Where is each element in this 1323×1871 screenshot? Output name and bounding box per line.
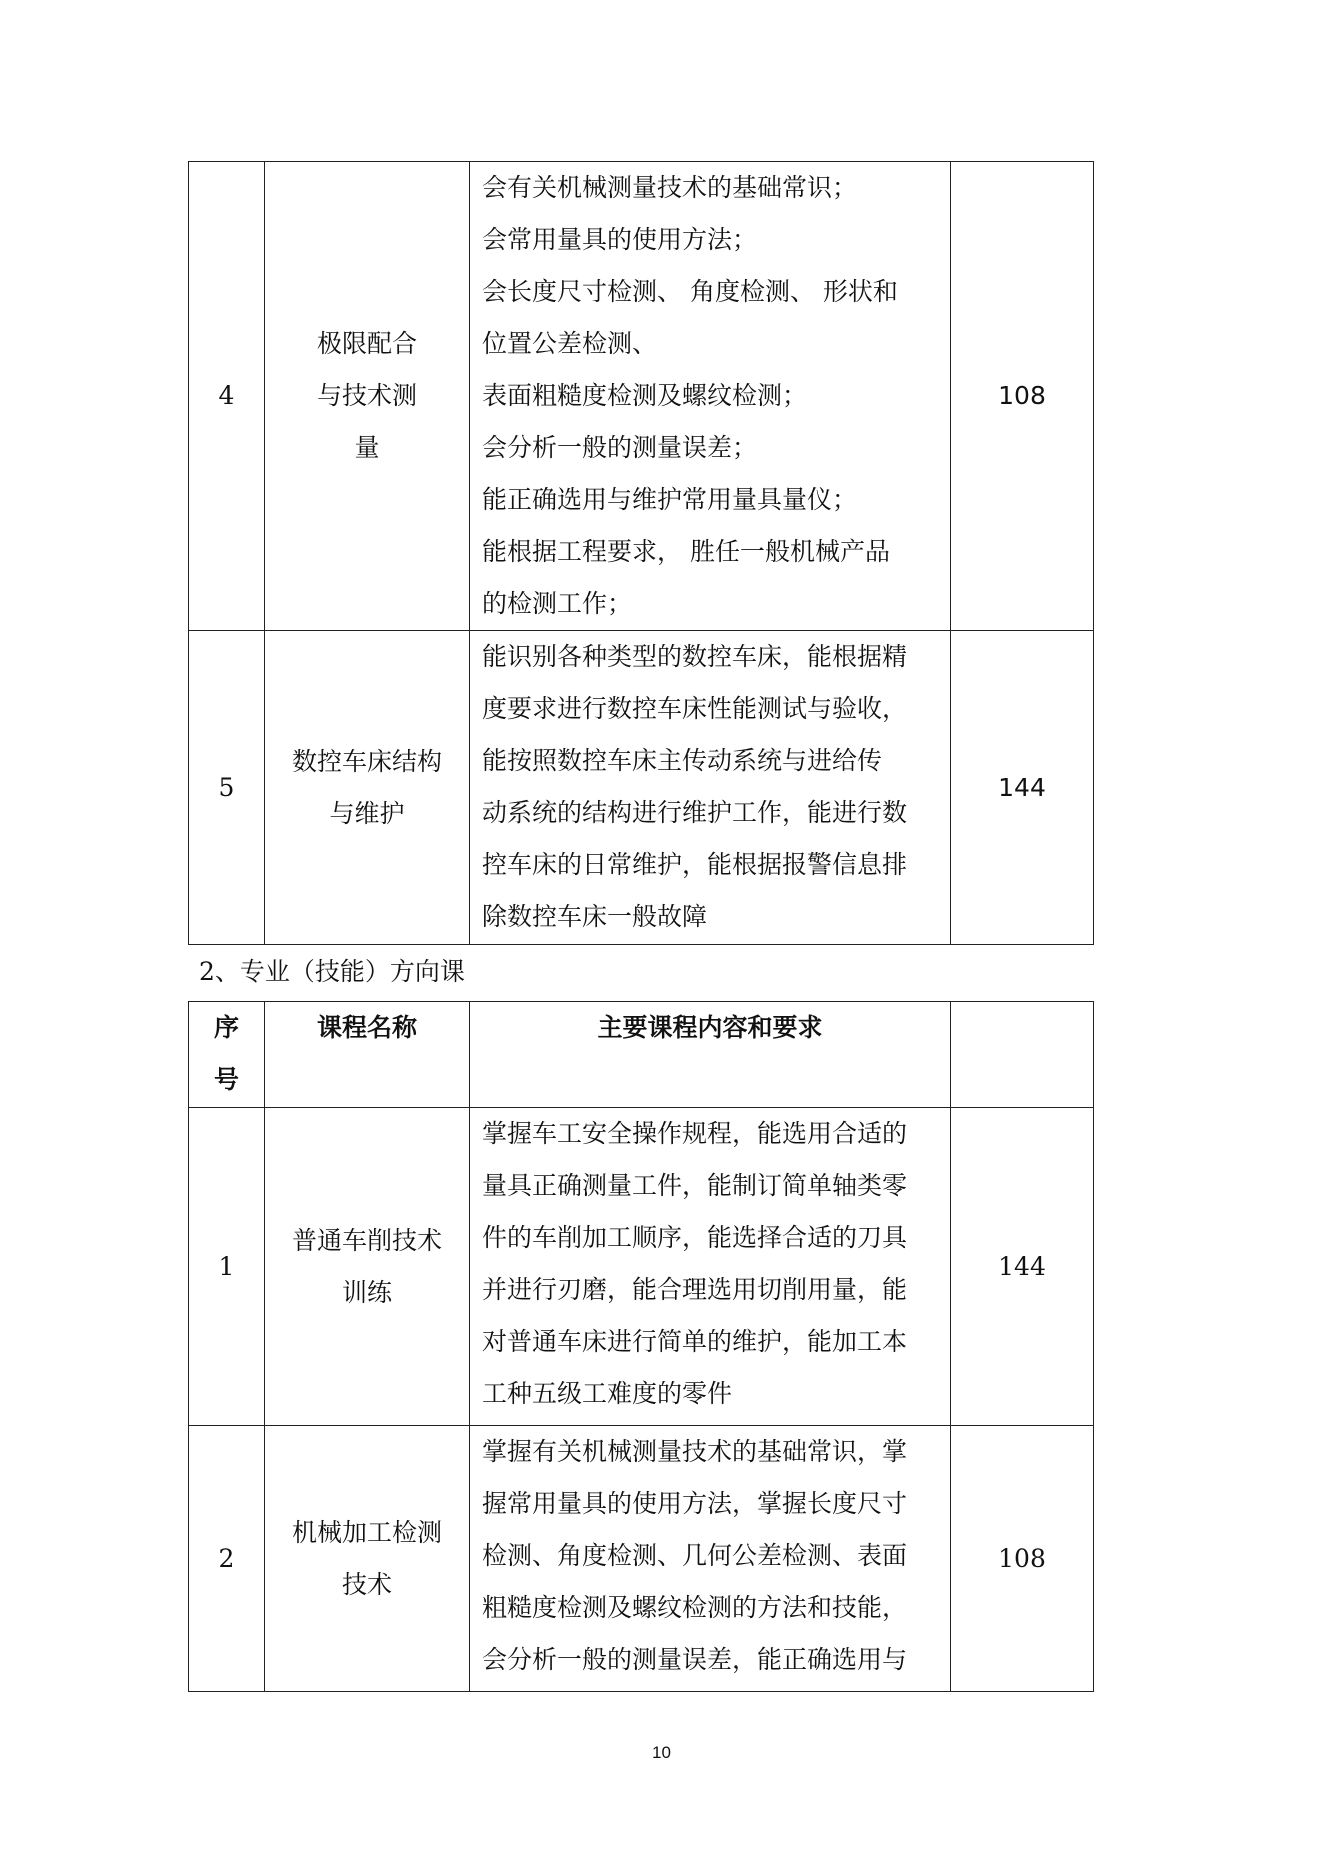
row-number: 4 — [189, 162, 265, 631]
content-line: 握常用量具的使用方法，掌握长度尺寸 — [482, 1489, 908, 1518]
content-line: 对普通车床进行简单的维护，能加工本 — [482, 1327, 908, 1356]
row-number: 5 — [189, 631, 265, 945]
content-line: 粗糙度检测及螺纹检测的方法和技能， — [482, 1593, 908, 1622]
course-name-line: 普通车削技术 — [291, 1225, 442, 1255]
table-row — [189, 631, 1094, 945]
section-heading: 2、专业（技能）方向课 — [199, 957, 465, 986]
course-hours: 144 — [951, 631, 1094, 945]
content-line: 会分析一般的测量误差； — [482, 433, 758, 462]
content-line: 度要求进行数控车床性能测试与验收， — [482, 694, 908, 723]
course-hours: 144 — [951, 1108, 1094, 1426]
content-line: 量具正确测量工件，能制订简单轴类零 — [482, 1171, 908, 1200]
course-name-line: 训练 — [341, 1277, 392, 1307]
content-line: 控车床的日常维护，能根据报警信息排 — [482, 850, 908, 879]
course-name-line: 与技术测 — [316, 381, 417, 410]
course-content — [470, 162, 951, 631]
content-line: 会分析一般的测量误差，能正确选用与 — [482, 1645, 908, 1674]
course-hours: 108 — [951, 1426, 1094, 1692]
course-content — [470, 1108, 951, 1426]
content-line: 除数控车床一般故障 — [482, 902, 708, 931]
header-number-line: 号 — [213, 1065, 239, 1094]
content-line: 能识别各种类型的数控车床，能根据精 — [482, 642, 908, 671]
course-name — [265, 162, 470, 631]
content-line: 能按照数控车床主传动系统与进给传 — [482, 746, 883, 775]
content-line: 件的车削加工顺序，能选择合适的刀具 — [482, 1223, 908, 1252]
content-line: 的检测工作； — [482, 589, 633, 618]
table-header-row — [189, 1002, 1094, 1108]
content-line: 表面粗糙度检测及螺纹检测； — [482, 381, 808, 410]
course-name-line: 量 — [354, 433, 380, 462]
header-hours — [951, 1002, 1094, 1108]
direction-course-table — [188, 1001, 1094, 1692]
course-name-line: 数控车床结构 — [291, 746, 442, 776]
course-name-line: 机械加工检测 — [291, 1517, 442, 1547]
header-course-content: 主要课程内容和要求 — [470, 1002, 951, 1108]
content-line: 能正确选用与维护常用量具量仪； — [482, 485, 858, 514]
header-number-line: 序 — [213, 1013, 239, 1042]
course-name-line: 与维护 — [329, 798, 405, 828]
content-line: 位置公差检测、 — [482, 329, 658, 358]
course-name — [265, 1108, 470, 1426]
content-line: 工种五级工难度的零件 — [482, 1379, 733, 1408]
header-number — [189, 1002, 265, 1108]
course-name-line: 极限配合 — [316, 329, 417, 358]
course-name — [265, 631, 470, 945]
course-table-continued — [188, 161, 1094, 945]
content-line: 检测、角度检测、几何公差检测、表面 — [482, 1541, 908, 1570]
content-line: 会长度尺寸检测、 角度检测、 形状和 — [482, 277, 898, 306]
row-number: 2 — [189, 1426, 265, 1692]
course-content — [470, 631, 951, 945]
course-content — [470, 1426, 951, 1692]
content-line: 会有关机械测量技术的基础常识； — [482, 173, 858, 202]
content-line: 动系统的结构进行维护工作，能进行数 — [482, 798, 908, 827]
course-name-line: 技术 — [341, 1569, 392, 1599]
content-line: 掌握车工安全操作规程，能选用合适的 — [482, 1119, 908, 1148]
content-line: 掌握有关机械测量技术的基础常识，掌 — [482, 1437, 908, 1466]
content-line: 并进行刃磨，能合理选用切削用量，能 — [482, 1275, 908, 1304]
course-name — [265, 1426, 470, 1692]
table-row — [189, 162, 1094, 631]
table-row — [189, 1108, 1094, 1426]
course-hours: 108 — [951, 162, 1094, 631]
content-line: 能根据工程要求， 胜任一般机械产品 — [482, 537, 890, 566]
header-course-name: 课程名称 — [265, 1002, 470, 1108]
table-row — [189, 1426, 1094, 1692]
content-line: 会常用量具的使用方法； — [482, 225, 758, 254]
row-number: 1 — [189, 1108, 265, 1426]
page-number: 10 — [652, 1743, 671, 1762]
